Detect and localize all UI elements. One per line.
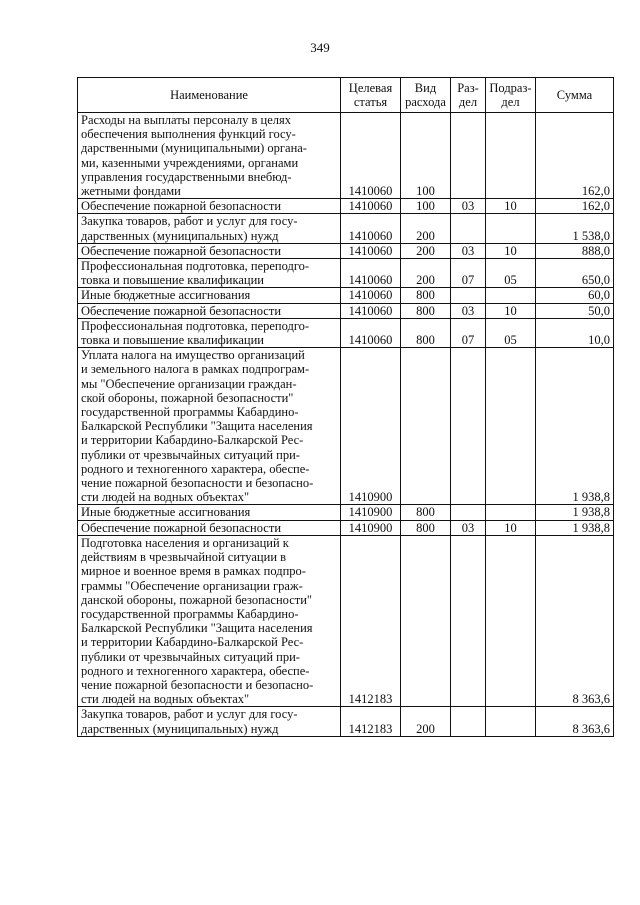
header-subsection: Подраз- дел [486, 78, 536, 113]
cell-name: Обеспечение пожарной безопасности [78, 303, 341, 318]
cell-sum: 1 538,0 [536, 214, 614, 243]
cell-type: 800 [401, 520, 451, 535]
cell-section [451, 535, 486, 706]
budget-table [77, 77, 614, 737]
cell-type [401, 348, 451, 505]
cell-sum: 162,0 [536, 199, 614, 214]
cell-type: 800 [401, 288, 451, 303]
cell-target: 1410060 [341, 243, 401, 258]
cell-subsection: 10 [486, 243, 536, 258]
cell-section [451, 113, 486, 199]
cell-target: 1410060 [341, 259, 401, 288]
cell-name: Профессиональная подготовка, переподго- товка и повышение квалификации [78, 318, 341, 347]
cell-target: 1410060 [341, 303, 401, 318]
cell-target: 1410900 [341, 348, 401, 505]
cell-type: 200 [401, 707, 451, 736]
cell-sum: 888,0 [536, 243, 614, 258]
cell-section: 07 [451, 259, 486, 288]
cell-target: 1410060 [341, 199, 401, 214]
page-number: 349 [310, 40, 330, 55]
cell-name: Иные бюджетные ассигнования [78, 288, 341, 303]
cell-subsection: 10 [486, 303, 536, 318]
table-row [78, 214, 614, 243]
cell-name: Обеспечение пожарной безопасности [78, 199, 341, 214]
cell-type: 200 [401, 243, 451, 258]
cell-subsection: 10 [486, 520, 536, 535]
table-body [78, 113, 614, 737]
cell-section [451, 348, 486, 505]
cell-target: 1410060 [341, 214, 401, 243]
header-target: Целевая статья [341, 78, 401, 113]
header-sum: Сумма [536, 78, 614, 113]
cell-type: 100 [401, 199, 451, 214]
cell-target: 1410900 [341, 505, 401, 520]
table-header-row [78, 78, 614, 113]
table-row [78, 318, 614, 347]
cell-sum: 10,0 [536, 318, 614, 347]
cell-section [451, 214, 486, 243]
table-row [78, 199, 614, 214]
cell-target: 1410060 [341, 318, 401, 347]
table-row [78, 243, 614, 258]
cell-type: 800 [401, 318, 451, 347]
cell-sum: 8 363,6 [536, 535, 614, 706]
cell-sum: 60,0 [536, 288, 614, 303]
table-row [78, 520, 614, 535]
cell-target: 1410060 [341, 288, 401, 303]
cell-target: 1410060 [341, 113, 401, 199]
cell-subsection [486, 113, 536, 199]
header-name: Наименование [78, 78, 341, 113]
cell-sum: 1 938,8 [536, 348, 614, 505]
cell-type: 100 [401, 113, 451, 199]
table-row [78, 505, 614, 520]
cell-subsection [486, 348, 536, 505]
cell-subsection [486, 707, 536, 736]
header-type: Вид расхода [401, 78, 451, 113]
cell-sum: 1 938,8 [536, 520, 614, 535]
cell-name: Обеспечение пожарной безопасности [78, 243, 341, 258]
table-row [78, 288, 614, 303]
cell-section [451, 288, 486, 303]
cell-subsection [486, 535, 536, 706]
table-row [78, 303, 614, 318]
table-row [78, 259, 614, 288]
header-section: Раз- дел [451, 78, 486, 113]
cell-subsection [486, 214, 536, 243]
cell-type: 200 [401, 214, 451, 243]
cell-target: 1412183 [341, 707, 401, 736]
cell-name: Уплата налога на имущество организаций и земельного налога в рамках подпрограм- мы "Обеспечение организации граждан- ской обороны, пожарной безопасности" государственной программы Кабардино- Балкарской Республики "Защита населения и территории Кабардино-Балкарской Рес- публики от чрезвычайных ситуаций при- родного и техногенного характера, обеспе- чение пожарной безопасности и безопасно- сти людей на водных объектах" [78, 348, 341, 505]
cell-sum: 650,0 [536, 259, 614, 288]
cell-section: 03 [451, 199, 486, 214]
table-row [78, 113, 614, 199]
cell-subsection [486, 288, 536, 303]
table-row [78, 348, 614, 505]
cell-sum: 1 938,8 [536, 505, 614, 520]
cell-subsection: 05 [486, 318, 536, 347]
cell-section: 07 [451, 318, 486, 347]
cell-name: Расходы на выплаты персоналу в целях обеспечения выполнения функций госу- дарственными (муниципальными) органа- ми, казенными учреждениями, органами управления государственными внебюд- жетными фондами [78, 113, 341, 199]
cell-type: 800 [401, 303, 451, 318]
table-row [78, 707, 614, 736]
cell-type [401, 535, 451, 706]
cell-sum: 50,0 [536, 303, 614, 318]
cell-name: Закупка товаров, работ и услуг для госу- дарственных (муниципальных) нужд [78, 707, 341, 736]
cell-subsection [486, 505, 536, 520]
cell-type: 800 [401, 505, 451, 520]
cell-name: Обеспечение пожарной безопасности [78, 520, 341, 535]
cell-target: 1412183 [341, 535, 401, 706]
cell-section: 03 [451, 520, 486, 535]
cell-name: Профессиональная подготовка, переподго- товка и повышение квалификации [78, 259, 341, 288]
cell-name: Закупка товаров, работ и услуг для госу- дарственных (муниципальных) нужд [78, 214, 341, 243]
cell-target: 1410900 [341, 520, 401, 535]
cell-section [451, 505, 486, 520]
cell-name: Подготовка населения и организаций к действиям в чрезвычайной ситуации в мирное и военное время в рамках подпро- граммы "Обеспечение организации граж- данской обороны, пожарной безопасности" государственной программы Кабардино- Балкарской Республики "Защита населения и территории Кабардино-Балкарской Рес- публики от чрезвычайных ситуаций при- родного и техногенного характера, обеспе- чение пожарной безопасности и безопасно- сти людей на водных объектах" [78, 535, 341, 706]
cell-sum: 162,0 [536, 113, 614, 199]
cell-type: 200 [401, 259, 451, 288]
cell-sum: 8 363,6 [536, 707, 614, 736]
cell-section: 03 [451, 303, 486, 318]
cell-subsection: 05 [486, 259, 536, 288]
cell-section: 03 [451, 243, 486, 258]
cell-name: Иные бюджетные ассигнования [78, 505, 341, 520]
table-row [78, 535, 614, 706]
cell-section [451, 707, 486, 736]
cell-subsection: 10 [486, 199, 536, 214]
